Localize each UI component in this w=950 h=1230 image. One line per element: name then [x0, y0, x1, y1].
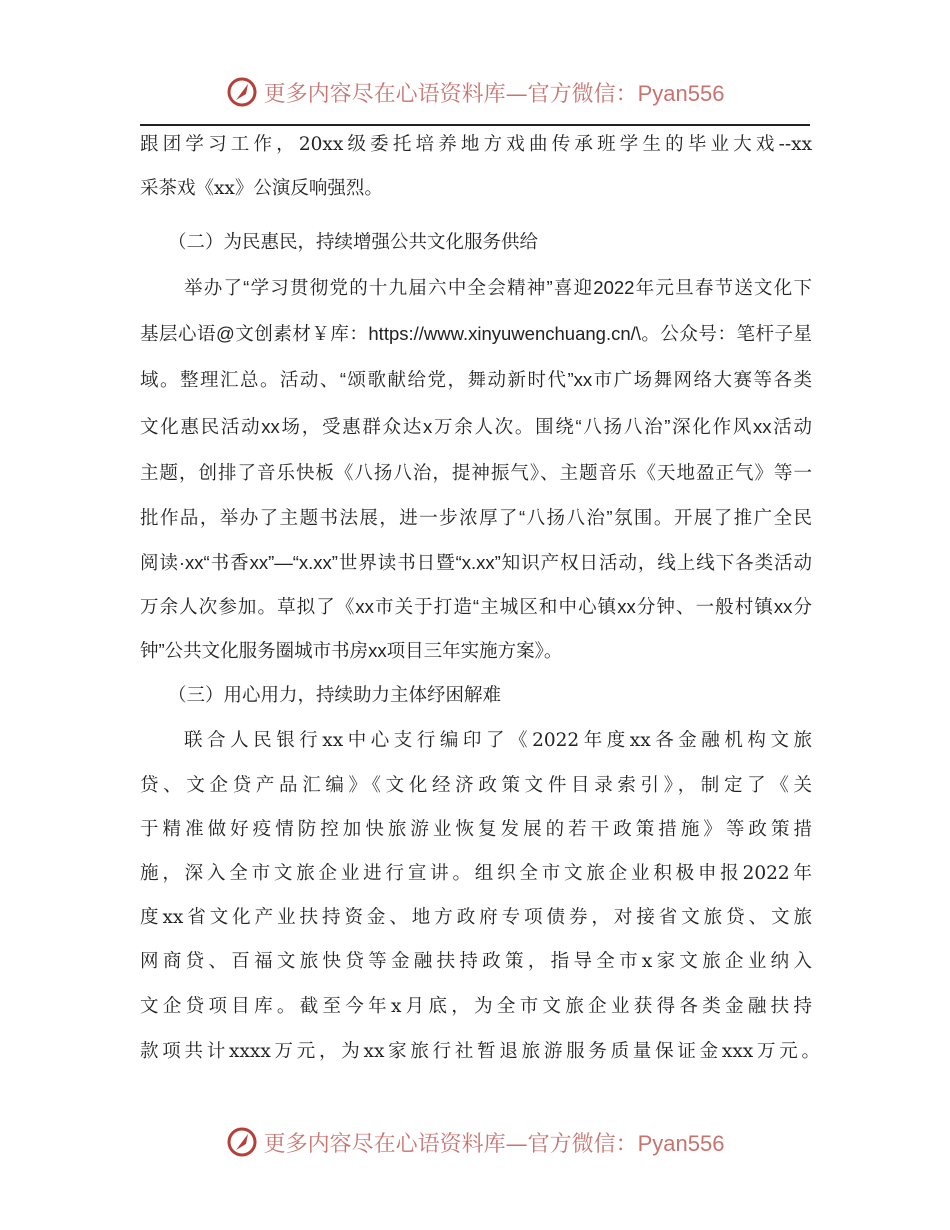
body-line: 施，深入全市文旅企业进行宣讲。组织全市文旅企业积极申报2022年 [140, 863, 812, 884]
header-banner [0, 72, 950, 112]
body-line: 主题，创排了音乐快板《八扬八治，提神振气》、主题音乐《天地盈正气》等一 [140, 462, 812, 483]
body-line: 联合人民银行xx中心支行编印了《2022年度xx各金融机构文旅 [184, 730, 812, 751]
body-line: 文化惠民活动xx场，受惠群众达x万余人次。围绕“八扬八治”深化作风xx活动 [140, 416, 812, 437]
body-line: 万余人次参加。草拟了《xx市关于打造“主城区和中心镇xx分钟、一般村镇xx分 [140, 596, 812, 617]
body-line: 阅读·xx“书香xx”—“x.xx”世界读书日暨“x.xx”知识产权日活动，线上线下各类活动 [140, 552, 812, 573]
body-line: 文企贷项目库。截至今年x月底，为全市文旅企业获得各类金融扶持 [140, 996, 812, 1017]
body-line: 贷、文企贷产品汇编》《文化经济政策文件目录索引》，制定了《关 [140, 775, 812, 796]
body-line: 于精准做好疫情防控加快旅游业恢复发展的若干政策措施》等政策措 [140, 819, 812, 840]
body-line: 跟团学习工作，20xx级委托培养地方戏曲传承班学生的毕业大戏--xx [140, 134, 812, 155]
body-line: 域。整理汇总。活动、“颂歌献给党，舞动新时代”xx市广场舞网络大赛等各类 [140, 369, 812, 390]
body-line: 采茶戏《xx》公演反响强烈。 [140, 178, 383, 199]
body-line: 基层心语@文创素材￥库：https://www.xinyuwenchuang.cn/\。公众号：笔杆子星 [140, 323, 812, 344]
section-heading: （三）用心用力，持续助力主体纾困解难 [168, 685, 502, 706]
body-line: 批作品，举办了主题书法展，进一步浓厚了“八扬八治”氛围。开展了推广全民 [140, 507, 812, 528]
body-line: 网商贷、百福文旅快贷等金融扶持政策，指导全市x家文旅企业纳入 [140, 951, 812, 972]
footer-banner [0, 1122, 950, 1162]
header-banner-text: 更多内容尽在心语资料库—官方微信：Pyan556 [263, 80, 725, 107]
section-heading: （二）为民惠民，持续增强公共文化服务供给 [168, 232, 539, 253]
quill-logo-icon [226, 1126, 258, 1158]
header-rule [140, 124, 810, 126]
body-line: 度xx省文化产业扶持资金、地方政府专项债券，对接省文旅贷、文旅 [140, 907, 812, 928]
footer-banner-text: 更多内容尽在心语资料库—官方微信：Pyan556 [263, 1130, 725, 1157]
body-line: 举办了“学习贯彻党的十九届六中全会精神”喜迎2022年元旦春节送文化下 [184, 277, 812, 298]
body-line: 钟”公共文化服务圈城市书房xx项目三年实施方案》。 [140, 640, 563, 661]
quill-logo-icon [226, 76, 258, 108]
body-line: 款项共计xxxx万元，为xx家旅行社暂退旅游服务质量保证金xxx万元。 [140, 1041, 820, 1062]
